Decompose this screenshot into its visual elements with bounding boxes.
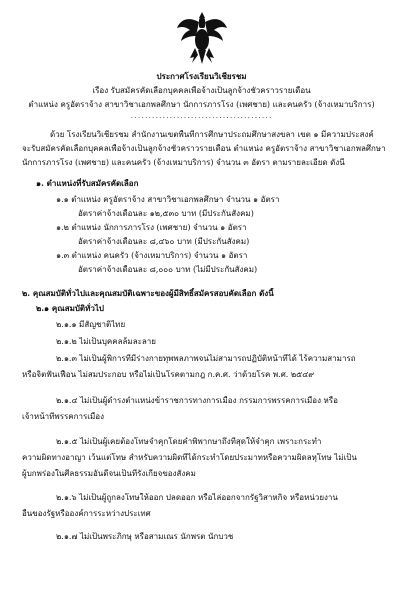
intro-paragraph-line: นักการภารโรง (เพศชาย) และคนครัว (จ้างเหมาบริการ) จำนวน ๓ อัตรา ตามรายละเอียด ดังนี้: [22, 158, 345, 167]
qualification-line: ๒.๑.๒ ไม่เป็นบุคคลล้มละลาย: [56, 337, 156, 346]
qualification-line: หรือจิตฟั่นเฟือน ไม่สมประกอบ หรือไม่เป็นโรคตามกฎ ก.ค.ศ. ว่าด้วยโรค พ.ศ. ๒๕๔๙: [22, 370, 315, 379]
position-item-title: ๑.๒ ตำแหน่ง นักการภารโรง (เพศชาย) จำนวน ๑ อัตรา: [56, 223, 247, 232]
subject-line: เรื่อง รับสมัครคัดเลือกบุคคลเพื่อจ้างเป็นลูกจ้างชั่วคราวรายเดือน: [92, 86, 311, 95]
position-item-title: ๑.๑ ตำแหน่ง ครูอัตราจ้าง สาขาวิชาเอกพลศึกษา จำนวน ๑ อัตรา: [56, 195, 280, 204]
intro-paragraph-line: จะรับสมัครคัดเลือกบุคคลเพื่อจ้างเป็นลูกจ้างชั่วคราวรายเดือน ตำแหน่ง ครูอัตราจ้าง สาขาวิชาเอกพลศึกษา: [22, 144, 386, 153]
qualification-line: ๒.๑.๗ ไม่เป็นพระภิกษุ หรือสามเณร นักพรต นักบวช: [56, 532, 234, 541]
section-1-heading: ๑. ตำแหน่งที่รับสมัครคัดเลือก: [36, 178, 139, 188]
section-2-heading: ๒. คุณสมบัติทั่วไปและคุณสมบัติเฉพาะของผู้มีสิทธิ์สมัครสอบคัดเลือก ดังนี้: [22, 288, 274, 298]
announcement-title: ประกาศโรงเรียนวิเชียรชม: [156, 71, 247, 81]
qualification-line: อื่นของรัฐหรือองค์การระหว่างประเทศ: [22, 509, 151, 518]
position-line: ตำแหน่ง ครูอัตราจ้าง สาขาวิชาเอกพลศึกษา นักการภารโรง (เพศชาย) และคนครัว (จ้างเหมาบริการ): [28, 100, 375, 109]
position-item-pay: อัตราค่าจ้างเดือนละ ๘,๐๐๐ บาท (ไม่มีประกันสังคม): [78, 265, 258, 274]
position-item-pay: อัตราค่าจ้างเดือนละ ๘,๔๖๐ บาท (มีประกันสังคม): [78, 237, 250, 246]
qualification-line: ผู้บกพร่องในศีลธรรมอันดีจนเป็นที่รังเกียจของสังคม: [22, 469, 196, 478]
garuda-emblem-icon: [176, 8, 228, 68]
qualification-line: ๒.๑.๑ มีสัญชาติไทย: [56, 320, 126, 329]
qualification-line: ความผิดทางอาญา เว้นแต่โทษ สำหรับความผิดที่ได้กระทำโดยประมาทหรือความผิดลหุโทษ ไม่เป็น: [22, 453, 357, 462]
qualification-line: เจ้าหน้าที่พรรคการเมือง: [22, 412, 104, 421]
qualification-line: ๒.๑.๕ ไม่เป็นผู้เคยต้องโทษจำคุกโดยคำพิพากษาถึงที่สุดให้จำคุก เพราะกระทำ: [56, 437, 322, 446]
separator: ........................................: [130, 111, 273, 120]
intro-paragraph-line: ด้วย โรงเรียนวิเชียรชม สำนักงานเขตพื้นที่การศึกษาประถมศึกษาสงขลา เขต ๑ มีความประสงค์: [50, 130, 374, 139]
qualification-line: ๒.๑.๖ ไม่เป็นผู้ถูกลงโทษให้ออก ปลดออก หรือไล่ออกจากรัฐวิสาหกิจ หรือหน่วยงาน: [56, 493, 338, 502]
position-item-pay: อัตราค่าจ้างเดือนละ ๑๒,๕๓๐ บาท (มีประกันสังคม): [78, 209, 254, 218]
qualification-line: ๒.๑.๓ ไม่เป็นผู้พิการที่มีร่างกายทุพพลภาพจนไม่สามารถปฏิบัติหน้าที่ได้ ไร้ความสามารถ: [56, 354, 356, 363]
position-item-title: ๑.๓ ตำแหน่ง คนครัว (จ้างเหมาบริการ) จำนวน ๑ อัตรา: [56, 251, 248, 260]
qualification-line: ๒.๑.๔ ไม่เป็นผู้ดำรงตำแหน่งข้าราชการทางการเมือง กรรมการพรรคการเมือง หรือ: [56, 396, 338, 405]
section-2-1-heading: ๒.๑ คุณสมบัติทั่วไป: [36, 303, 104, 313]
